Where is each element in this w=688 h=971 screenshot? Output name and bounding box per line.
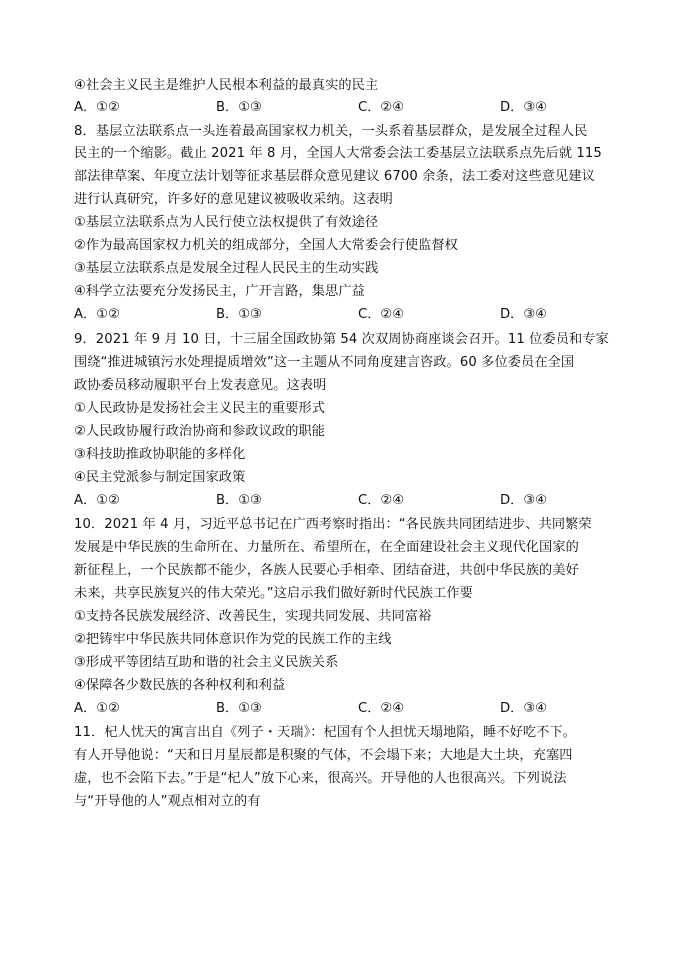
q9-item-3: ③科技助推政协职能的多样化 — [74, 447, 246, 462]
q10-stem-line-4: 未来，共享民族复兴的伟大荣光。”这启示我们做好新时代民族工作要 — [74, 586, 473, 601]
q9-item-1: ①人民政协是发扬社会主义民主的重要形式 — [74, 401, 326, 416]
q11-stem-line-3: 虚，也不会陷下去。”于是“杞人”放下心来，很高兴。开导他的人也很高兴。下列说法 — [74, 771, 567, 786]
q9-item-2: ②人民政协履行政治协商和参政议政的职能 — [74, 424, 326, 439]
q9-option-d: D．③④ — [500, 493, 547, 508]
q8-option-c: C．②④ — [358, 307, 405, 322]
q7-item-4: ④社会主义民主是维护人民根本利益的最真实的民主 — [74, 78, 379, 93]
q10-option-d: D．③④ — [500, 701, 547, 716]
q10-item-4: ④保障各少数民族的各种权利和利益 — [74, 678, 286, 693]
q10-item-3: ③形成平等团结互助和谐的社会主义民族关系 — [74, 655, 339, 670]
q11-stem-line-4: 与“开导他的人”观点相对立的有 — [74, 794, 261, 809]
q10-option-c: C．②④ — [358, 701, 405, 716]
q9-stem-line-1: 9．2021 年 9 月 10 日，十三届全国政协第 54 次双周协商座谈会召开。11 位委员和专家 — [74, 332, 609, 347]
q10-option-b: B．①③ — [216, 701, 262, 716]
q10-options — [74, 698, 634, 720]
q9-stem-line-2: 围绕“推进城镇污水处理提质增效”这一主题从不同角度建言咨政。60 多位委员在全国 — [74, 355, 575, 370]
q9-option-a: A．①② — [74, 493, 120, 508]
q8-item-2: ②作为最高国家权力机关的组成部分，全国人大常委会行使监督权 — [74, 238, 458, 253]
q11-stem-line-2: 有人开导他说：“天和日月星辰都是积聚的气体，不会塌下来；大地是大土块，充塞四 — [74, 748, 573, 763]
q7-option-a: A．①② — [74, 100, 120, 115]
q10-stem-line-3: 新征程上，一个民族都不能少，各族人民要心手相牵、团结奋进，共创中华民族的美好 — [74, 563, 579, 578]
q8-stem-line-2: 民主的一个缩影。截止 2021 年 8 月，全国人大常委会法工委基层立法联系点先后就 115 — [74, 146, 602, 161]
q9-item-4: ④民主党派参与制定国家政策 — [74, 470, 246, 485]
q9-options — [74, 490, 634, 512]
q8-option-b: B．①③ — [216, 307, 262, 322]
q9-option-c: C．②④ — [358, 493, 405, 508]
q8-item-1: ①基层立法联系点为人民行使立法权提供了有效途径 — [74, 215, 379, 230]
q10-item-2: ②把铸牢中华民族共同体意识作为党的民族工作的主线 — [74, 632, 392, 647]
q8-item-4: ④科学立法要充分发扬民主，广开言路，集思广益 — [74, 284, 365, 299]
q8-item-3: ③基层立法联系点是发展全过程人民民主的生动实践 — [74, 261, 379, 276]
q8-option-d: D．③④ — [500, 307, 547, 322]
q8-option-a: A．①② — [74, 307, 120, 322]
q7-option-d: D．③④ — [500, 100, 547, 115]
q7-option-b: B．①③ — [216, 100, 262, 115]
q9-option-b: B．①③ — [216, 493, 262, 508]
q9-stem-line-3: 政协委员移动履职平台上发表意见。这表明 — [74, 378, 327, 393]
q7-option-c: C．②④ — [358, 100, 405, 115]
q10-item-1: ①支持各民族发展经济、改善民生，实现共同发展、共同富裕 — [74, 609, 432, 624]
q8-stem-line-3: 部法律草案、年度立法计划等征求基层群众意见建议 6700 余条，法工委对这些意见建议 — [74, 169, 595, 184]
q10-stem-line-1: 10．2021 年 4 月，习近平总书记在广西考察时指出：“各民族共同团结进步、共同繁荣 — [74, 517, 592, 532]
q8-options — [74, 304, 634, 326]
q7-options — [74, 97, 634, 119]
q11-stem-line-1: 11．杞人忧天的寓言出自《列子・天瑞》：杞国有个人担忧天塌地陷，睡不好吃不下。 — [74, 725, 577, 740]
q8-stem-line-4: 进行认真研究，许多好的意见建议被吸收采纳。这表明 — [74, 192, 393, 207]
q10-stem-line-2: 发展是中华民族的生命所在、力量所在、希望所在，在全面建设社会主义现代化国家的 — [74, 540, 579, 555]
q8-stem-line-1: 8．基层立法联系点一头连着最高国家权力机关，一头系着基层群众，是发展全过程人民 — [74, 124, 588, 139]
q10-option-a: A．①② — [74, 701, 120, 716]
